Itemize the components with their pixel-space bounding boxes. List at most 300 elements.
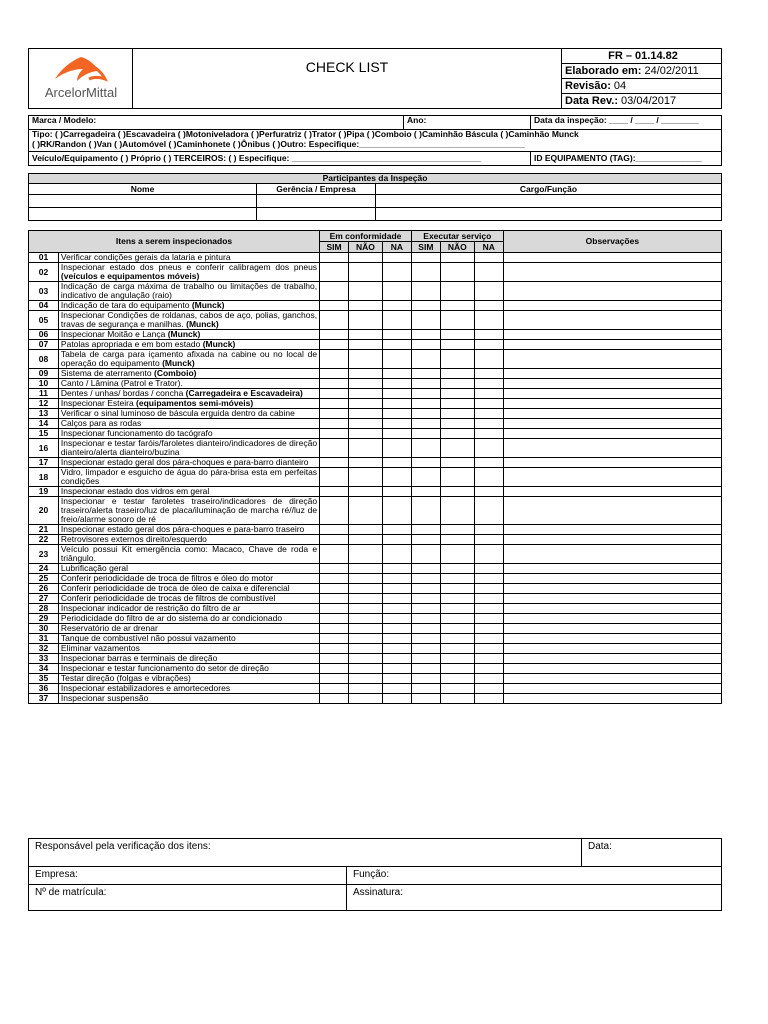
exec-na-checkbox-cell[interactable] [474, 694, 503, 704]
exec-sim-checkbox-cell[interactable] [411, 409, 440, 419]
observacoes-cell[interactable] [503, 674, 721, 684]
exec-na-checkbox-cell[interactable] [474, 369, 503, 379]
exec-na-checkbox-cell[interactable] [474, 340, 503, 350]
na-checkbox-cell[interactable] [382, 311, 411, 330]
nao-checkbox-cell[interactable] [349, 487, 383, 497]
nao-checkbox-cell[interactable] [349, 644, 383, 654]
participant-gerencia-cell[interactable] [257, 208, 376, 221]
na-checkbox-cell[interactable] [382, 525, 411, 535]
exec-sim-checkbox-cell[interactable] [411, 429, 440, 439]
tipo-field[interactable]: Tipo: ( )Carregadeira ( )Escavadeira ( )Motoniveladora ( )Perfuratriz ( )Trator ( )Pipa ( )Comboio ( )Caminhão Báscula ( )Caminhão Munck ( )RK/Randon ( )Van ( )Automóvel ( )Caminhonete ( )Ônibus ( )Outro: Especifique:___________________________________ [29, 130, 722, 152]
exec-na-checkbox-cell[interactable] [474, 574, 503, 584]
veiculo-field[interactable]: Veículo/Equipamento ( ) Próprio ( ) TERCEIROS: ( ) Especifique: ________________________________________ [29, 152, 531, 166]
nao-checkbox-cell[interactable] [349, 564, 383, 574]
observacoes-cell[interactable] [503, 654, 721, 664]
participant-gerencia-cell[interactable] [257, 195, 376, 208]
observacoes-cell[interactable] [503, 468, 721, 487]
exec-na-checkbox-cell[interactable] [474, 253, 503, 263]
exec-na-checkbox-cell[interactable] [474, 409, 503, 419]
nao-checkbox-cell[interactable] [349, 301, 383, 311]
na-checkbox-cell[interactable] [382, 282, 411, 301]
col-executar-servico: Executar serviço [411, 231, 503, 242]
sim-checkbox-cell[interactable] [320, 282, 349, 301]
col-sim: SIM [411, 242, 440, 253]
exec-sim-checkbox-cell[interactable] [411, 664, 440, 674]
na-checkbox-cell[interactable] [382, 340, 411, 350]
exec-nao-checkbox-cell[interactable] [440, 301, 474, 311]
observacoes-cell[interactable] [503, 694, 721, 704]
checklist-row [29, 574, 722, 584]
exec-na-checkbox-cell[interactable] [474, 634, 503, 644]
exec-sim-checkbox-cell[interactable] [411, 624, 440, 634]
sim-checkbox-cell[interactable] [320, 458, 349, 468]
exec-sim-checkbox-cell[interactable] [411, 369, 440, 379]
checklist-row [29, 379, 722, 389]
exec-sim-checkbox-cell[interactable] [411, 263, 440, 282]
observacoes-cell[interactable] [503, 263, 721, 282]
nao-checkbox-cell[interactable] [349, 584, 383, 594]
exec-na-checkbox-cell[interactable] [474, 330, 503, 340]
na-checkbox-cell[interactable] [382, 634, 411, 644]
sim-checkbox-cell[interactable] [320, 497, 349, 525]
sim-checkbox-cell[interactable] [320, 419, 349, 429]
exec-sim-checkbox-cell[interactable] [411, 282, 440, 301]
exec-sim-checkbox-cell[interactable] [411, 674, 440, 684]
exec-nao-checkbox-cell[interactable] [440, 350, 474, 369]
exec-na-checkbox-cell[interactable] [474, 487, 503, 497]
na-checkbox-cell[interactable] [382, 399, 411, 409]
exec-nao-checkbox-cell[interactable] [440, 684, 474, 694]
exec-nao-checkbox-cell[interactable] [440, 624, 474, 634]
observacoes-cell[interactable] [503, 634, 721, 644]
sim-checkbox-cell[interactable] [320, 487, 349, 497]
sim-checkbox-cell[interactable] [320, 584, 349, 594]
item-description: Conferir periodicidade de trocas de filtros de combustível [58, 594, 319, 604]
observacoes-cell[interactable] [503, 253, 721, 263]
exec-nao-checkbox-cell[interactable] [440, 545, 474, 564]
nao-checkbox-cell[interactable] [349, 614, 383, 624]
data-rev-field: Data Rev.: 03/04/2017 [565, 95, 677, 107]
exec-nao-checkbox-cell[interactable] [440, 253, 474, 263]
exec-nao-checkbox-cell[interactable] [440, 468, 474, 487]
participant-nome-cell[interactable] [29, 195, 257, 208]
exec-na-checkbox-cell[interactable] [474, 525, 503, 535]
exec-nao-checkbox-cell[interactable] [440, 419, 474, 429]
exec-na-checkbox-cell[interactable] [474, 545, 503, 564]
item-description: Inspecionar e testar funcionamento do setor de direção [58, 664, 319, 674]
sim-checkbox-cell[interactable] [320, 545, 349, 564]
observacoes-cell[interactable] [503, 497, 721, 525]
exec-nao-checkbox-cell[interactable] [440, 458, 474, 468]
na-checkbox-cell[interactable] [382, 409, 411, 419]
nao-checkbox-cell[interactable] [349, 330, 383, 340]
exec-na-checkbox-cell[interactable] [474, 644, 503, 654]
ano-field[interactable]: Ano: [404, 116, 531, 130]
na-checkbox-cell[interactable] [382, 644, 411, 654]
nao-checkbox-cell[interactable] [349, 468, 383, 487]
sim-checkbox-cell[interactable] [320, 694, 349, 704]
exec-sim-checkbox-cell[interactable] [411, 379, 440, 389]
exec-nao-checkbox-cell[interactable] [440, 664, 474, 674]
exec-sim-checkbox-cell[interactable] [411, 545, 440, 564]
exec-na-checkbox-cell[interactable] [474, 674, 503, 684]
observacoes-cell[interactable] [503, 458, 721, 468]
exec-na-checkbox-cell[interactable] [474, 584, 503, 594]
na-checkbox-cell[interactable] [382, 535, 411, 545]
funcao-field[interactable]: Função: [347, 867, 722, 885]
na-checkbox-cell[interactable] [382, 654, 411, 664]
nao-checkbox-cell[interactable] [349, 350, 383, 369]
sim-checkbox-cell[interactable] [320, 594, 349, 604]
exec-nao-checkbox-cell[interactable] [440, 340, 474, 350]
exec-sim-checkbox-cell[interactable] [411, 253, 440, 263]
exec-nao-checkbox-cell[interactable] [440, 674, 474, 684]
na-checkbox-cell[interactable] [382, 253, 411, 263]
item-description: Sistema de aterramento (Comboio) [58, 369, 319, 379]
na-checkbox-cell[interactable] [382, 574, 411, 584]
participant-cargo-cell[interactable] [376, 208, 722, 221]
exec-nao-checkbox-cell[interactable] [440, 564, 474, 574]
sim-checkbox-cell[interactable] [320, 340, 349, 350]
na-checkbox-cell[interactable] [382, 694, 411, 704]
sim-checkbox-cell[interactable] [320, 429, 349, 439]
observacoes-cell[interactable] [503, 409, 721, 419]
observacoes-cell[interactable] [503, 439, 721, 458]
exec-nao-checkbox-cell[interactable] [440, 654, 474, 664]
sim-checkbox-cell[interactable] [320, 409, 349, 419]
nao-checkbox-cell[interactable] [349, 684, 383, 694]
sim-checkbox-cell[interactable] [320, 379, 349, 389]
exec-na-checkbox-cell[interactable] [474, 419, 503, 429]
na-checkbox-cell[interactable] [382, 419, 411, 429]
observacoes-cell[interactable] [503, 564, 721, 574]
observacoes-cell[interactable] [503, 311, 721, 330]
exec-sim-checkbox-cell[interactable] [411, 487, 440, 497]
observacoes-cell[interactable] [503, 301, 721, 311]
exec-nao-checkbox-cell[interactable] [440, 379, 474, 389]
na-checkbox-cell[interactable] [382, 439, 411, 458]
nao-checkbox-cell[interactable] [349, 311, 383, 330]
sim-checkbox-cell[interactable] [320, 604, 349, 614]
exec-sim-checkbox-cell[interactable] [411, 564, 440, 574]
exec-nao-checkbox-cell[interactable] [440, 594, 474, 604]
exec-nao-checkbox-cell[interactable] [440, 614, 474, 624]
exec-sim-checkbox-cell[interactable] [411, 419, 440, 429]
exec-sim-checkbox-cell[interactable] [411, 340, 440, 350]
col-sim: SIM [320, 242, 349, 253]
exec-nao-checkbox-cell[interactable] [440, 369, 474, 379]
na-checkbox-cell[interactable] [382, 389, 411, 399]
exec-na-checkbox-cell[interactable] [474, 399, 503, 409]
exec-nao-checkbox-cell[interactable] [440, 694, 474, 704]
sim-checkbox-cell[interactable] [320, 311, 349, 330]
observacoes-cell[interactable] [503, 535, 721, 545]
exec-na-checkbox-cell[interactable] [474, 468, 503, 487]
exec-sim-checkbox-cell[interactable] [411, 684, 440, 694]
nao-checkbox-cell[interactable] [349, 535, 383, 545]
item-number: 07 [29, 340, 59, 350]
na-checkbox-cell[interactable] [382, 564, 411, 574]
na-checkbox-cell[interactable] [382, 545, 411, 564]
observacoes-cell[interactable] [503, 614, 721, 624]
sim-checkbox-cell[interactable] [320, 614, 349, 624]
item-number: 22 [29, 535, 59, 545]
na-checkbox-cell[interactable] [382, 674, 411, 684]
observacoes-cell[interactable] [503, 429, 721, 439]
sim-checkbox-cell[interactable] [320, 684, 349, 694]
exec-sim-checkbox-cell[interactable] [411, 535, 440, 545]
exec-na-checkbox-cell[interactable] [474, 379, 503, 389]
observacoes-cell[interactable] [503, 684, 721, 694]
nao-checkbox-cell[interactable] [349, 634, 383, 644]
exec-na-checkbox-cell[interactable] [474, 604, 503, 614]
nao-checkbox-cell[interactable] [349, 389, 383, 399]
sim-checkbox-cell[interactable] [320, 634, 349, 644]
exec-sim-checkbox-cell[interactable] [411, 694, 440, 704]
checklist-row [29, 654, 722, 664]
na-checkbox-cell[interactable] [382, 429, 411, 439]
sim-checkbox-cell[interactable] [320, 574, 349, 584]
na-checkbox-cell[interactable] [382, 624, 411, 634]
observacoes-cell[interactable] [503, 419, 721, 429]
observacoes-cell[interactable] [503, 525, 721, 535]
nao-checkbox-cell[interactable] [349, 282, 383, 301]
sim-checkbox-cell[interactable] [320, 564, 349, 574]
nao-checkbox-cell[interactable] [349, 340, 383, 350]
na-checkbox-cell[interactable] [382, 487, 411, 497]
exec-sim-checkbox-cell[interactable] [411, 439, 440, 458]
nao-checkbox-cell[interactable] [349, 458, 383, 468]
marca-modelo-field[interactable]: Marca / Modelo: [29, 116, 404, 130]
observacoes-cell[interactable] [503, 340, 721, 350]
item-description: Indicação de carga máxima de trabalho ou limitações de trabalho, indicativo de angulação (raio) [58, 282, 319, 301]
empresa-field[interactable]: Empresa: [29, 867, 347, 885]
exec-sim-checkbox-cell[interactable] [411, 497, 440, 525]
exec-nao-checkbox-cell[interactable] [440, 497, 474, 525]
exec-na-checkbox-cell[interactable] [474, 301, 503, 311]
checklist-row [29, 594, 722, 604]
sim-checkbox-cell[interactable] [320, 350, 349, 369]
nao-checkbox-cell[interactable] [349, 525, 383, 535]
sim-checkbox-cell[interactable] [320, 654, 349, 664]
exec-na-checkbox-cell[interactable] [474, 282, 503, 301]
sim-checkbox-cell[interactable] [320, 330, 349, 340]
na-checkbox-cell[interactable] [382, 468, 411, 487]
item-number: 24 [29, 564, 59, 574]
exec-sim-checkbox-cell[interactable] [411, 399, 440, 409]
nao-checkbox-cell[interactable] [349, 604, 383, 614]
exec-sim-checkbox-cell[interactable] [411, 594, 440, 604]
nao-checkbox-cell[interactable] [349, 399, 383, 409]
nao-checkbox-cell[interactable] [349, 497, 383, 525]
nao-checkbox-cell[interactable] [349, 594, 383, 604]
observacoes-cell[interactable] [503, 350, 721, 369]
exec-na-checkbox-cell[interactable] [474, 594, 503, 604]
col-gerencia: Gerência / Empresa [257, 184, 376, 195]
sim-checkbox-cell[interactable] [320, 439, 349, 458]
observacoes-cell[interactable] [503, 487, 721, 497]
sim-checkbox-cell[interactable] [320, 301, 349, 311]
exec-na-checkbox-cell[interactable] [474, 664, 503, 674]
exec-sim-checkbox-cell[interactable] [411, 644, 440, 654]
exec-nao-checkbox-cell[interactable] [440, 389, 474, 399]
exec-na-checkbox-cell[interactable] [474, 535, 503, 545]
matricula-field[interactable]: Nº de matrícula: [29, 885, 347, 911]
na-checkbox-cell[interactable] [382, 684, 411, 694]
exec-sim-checkbox-cell[interactable] [411, 468, 440, 487]
exec-na-checkbox-cell[interactable] [474, 497, 503, 525]
exec-nao-checkbox-cell[interactable] [440, 263, 474, 282]
exec-na-checkbox-cell[interactable] [474, 564, 503, 574]
nao-checkbox-cell[interactable] [349, 674, 383, 684]
exec-nao-checkbox-cell[interactable] [440, 644, 474, 654]
exec-na-checkbox-cell[interactable] [474, 389, 503, 399]
sim-checkbox-cell[interactable] [320, 253, 349, 263]
observacoes-cell[interactable] [503, 399, 721, 409]
exec-sim-checkbox-cell[interactable] [411, 330, 440, 340]
nao-checkbox-cell[interactable] [349, 545, 383, 564]
na-checkbox-cell[interactable] [382, 263, 411, 282]
sim-checkbox-cell[interactable] [320, 263, 349, 282]
observacoes-cell[interactable] [503, 389, 721, 399]
na-checkbox-cell[interactable] [382, 497, 411, 525]
nao-checkbox-cell[interactable] [349, 694, 383, 704]
item-number: 13 [29, 409, 59, 419]
exec-na-checkbox-cell[interactable] [474, 614, 503, 624]
exec-nao-checkbox-cell[interactable] [440, 525, 474, 535]
na-checkbox-cell[interactable] [382, 614, 411, 624]
exec-na-checkbox-cell[interactable] [474, 429, 503, 439]
exec-na-checkbox-cell[interactable] [474, 350, 503, 369]
logo [29, 49, 133, 109]
na-checkbox-cell[interactable] [382, 369, 411, 379]
item-number: 11 [29, 389, 59, 399]
participant-nome-cell[interactable] [29, 208, 257, 221]
observacoes-cell[interactable] [503, 644, 721, 654]
id-equipamento-field[interactable]: ID EQUIPAMENTO (TAG):______________ [531, 152, 722, 166]
observacoes-cell[interactable] [503, 369, 721, 379]
exec-na-checkbox-cell[interactable] [474, 439, 503, 458]
nao-checkbox-cell[interactable] [349, 379, 383, 389]
na-checkbox-cell[interactable] [382, 604, 411, 614]
exec-sim-checkbox-cell[interactable] [411, 654, 440, 664]
exec-nao-checkbox-cell[interactable] [440, 634, 474, 644]
exec-nao-checkbox-cell[interactable] [440, 282, 474, 301]
col-na: NA [474, 242, 503, 253]
sim-checkbox-cell[interactable] [320, 624, 349, 634]
exec-sim-checkbox-cell[interactable] [411, 525, 440, 535]
exec-sim-checkbox-cell[interactable] [411, 301, 440, 311]
na-checkbox-cell[interactable] [382, 458, 411, 468]
exec-nao-checkbox-cell[interactable] [440, 409, 474, 419]
observacoes-cell[interactable] [503, 282, 721, 301]
na-checkbox-cell[interactable] [382, 379, 411, 389]
exec-nao-checkbox-cell[interactable] [440, 535, 474, 545]
nao-checkbox-cell[interactable] [349, 439, 383, 458]
observacoes-cell[interactable] [503, 594, 721, 604]
item-number: 19 [29, 487, 59, 497]
exec-nao-checkbox-cell[interactable] [440, 584, 474, 594]
observacoes-cell[interactable] [503, 584, 721, 594]
exec-nao-checkbox-cell[interactable] [440, 487, 474, 497]
nao-checkbox-cell[interactable] [349, 409, 383, 419]
observacoes-cell[interactable] [503, 330, 721, 340]
sim-checkbox-cell[interactable] [320, 389, 349, 399]
exec-nao-checkbox-cell[interactable] [440, 311, 474, 330]
responsavel-field[interactable]: Responsável pela verificação dos itens: [29, 839, 582, 867]
exec-sim-checkbox-cell[interactable] [411, 574, 440, 584]
exec-na-checkbox-cell[interactable] [474, 263, 503, 282]
nao-checkbox-cell[interactable] [349, 369, 383, 379]
exec-na-checkbox-cell[interactable] [474, 311, 503, 330]
data-field[interactable]: Data: [582, 839, 722, 867]
exec-sim-checkbox-cell[interactable] [411, 614, 440, 624]
nao-checkbox-cell[interactable] [349, 419, 383, 429]
item-description: Dentes / unhas/ bordas / concha (Carregadeira e Escavadeira) [58, 389, 319, 399]
na-checkbox-cell[interactable] [382, 594, 411, 604]
sim-checkbox-cell[interactable] [320, 525, 349, 535]
exec-sim-checkbox-cell[interactable] [411, 458, 440, 468]
nao-checkbox-cell[interactable] [349, 654, 383, 664]
exec-nao-checkbox-cell[interactable] [440, 439, 474, 458]
assinatura-field[interactable]: Assinatura: [347, 885, 722, 911]
na-checkbox-cell[interactable] [382, 301, 411, 311]
na-checkbox-cell[interactable] [382, 584, 411, 594]
sim-checkbox-cell[interactable] [320, 674, 349, 684]
exec-sim-checkbox-cell[interactable] [411, 584, 440, 594]
observacoes-cell[interactable] [503, 379, 721, 389]
na-checkbox-cell[interactable] [382, 664, 411, 674]
nao-checkbox-cell[interactable] [349, 263, 383, 282]
nao-checkbox-cell[interactable] [349, 624, 383, 634]
exec-sim-checkbox-cell[interactable] [411, 311, 440, 330]
exec-nao-checkbox-cell[interactable] [440, 429, 474, 439]
sim-checkbox-cell[interactable] [320, 399, 349, 409]
exec-na-checkbox-cell[interactable] [474, 458, 503, 468]
na-checkbox-cell[interactable] [382, 350, 411, 369]
sim-checkbox-cell[interactable] [320, 468, 349, 487]
data-inspecao-field[interactable]: Data da inspeção: ____ / ____ / ________ [531, 116, 722, 130]
nao-checkbox-cell[interactable] [349, 429, 383, 439]
observacoes-cell[interactable] [503, 574, 721, 584]
nao-checkbox-cell[interactable] [349, 253, 383, 263]
exec-sim-checkbox-cell[interactable] [411, 350, 440, 369]
exec-sim-checkbox-cell[interactable] [411, 389, 440, 399]
exec-nao-checkbox-cell[interactable] [440, 330, 474, 340]
exec-nao-checkbox-cell[interactable] [440, 574, 474, 584]
sim-checkbox-cell[interactable] [320, 369, 349, 379]
exec-nao-checkbox-cell[interactable] [440, 399, 474, 409]
nao-checkbox-cell[interactable] [349, 574, 383, 584]
exec-na-checkbox-cell[interactable] [474, 624, 503, 634]
checklist-row [29, 694, 722, 704]
na-checkbox-cell[interactable] [382, 330, 411, 340]
nao-checkbox-cell[interactable] [349, 664, 383, 674]
observacoes-cell[interactable] [503, 624, 721, 634]
sim-checkbox-cell[interactable] [320, 664, 349, 674]
observacoes-cell[interactable] [503, 664, 721, 674]
sim-checkbox-cell[interactable] [320, 644, 349, 654]
exec-sim-checkbox-cell[interactable] [411, 604, 440, 614]
exec-sim-checkbox-cell[interactable] [411, 634, 440, 644]
observacoes-cell[interactable] [503, 604, 721, 614]
sim-checkbox-cell[interactable] [320, 535, 349, 545]
exec-na-checkbox-cell[interactable] [474, 684, 503, 694]
exec-nao-checkbox-cell[interactable] [440, 604, 474, 614]
participant-cargo-cell[interactable] [376, 195, 722, 208]
exec-na-checkbox-cell[interactable] [474, 654, 503, 664]
observacoes-cell[interactable] [503, 545, 721, 564]
